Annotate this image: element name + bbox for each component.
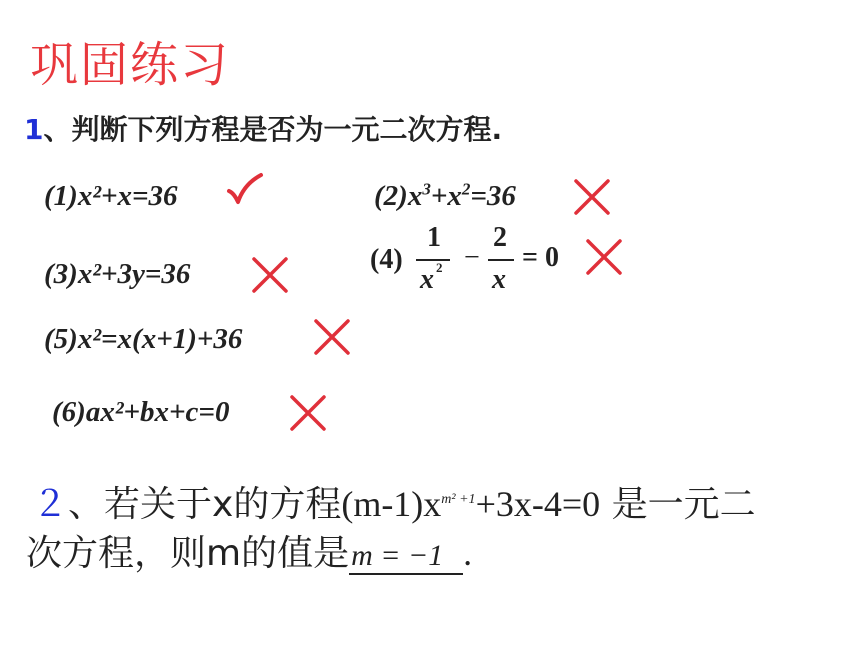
question-2 <box>26 480 756 578</box>
equation-3: (3)x²+3y=36 <box>44 258 191 290</box>
check-icon <box>226 172 264 206</box>
question-1-text: 、判断下列方程是否为一元二次方程. <box>43 113 503 146</box>
equation-6: (6)ax²+bx+c=0 <box>52 396 230 428</box>
equation-5: (5)x²=x(x+1)+36 <box>44 323 243 355</box>
question-2-line-1: ２、若关于x的方程$(m-1)x^{m^2 +1}+3x-4=0$ 是一元二 <box>32 484 756 525</box>
page-title: 巩固练习 <box>30 37 231 93</box>
equation-1: (1)x²+x=36 <box>44 180 178 212</box>
question-2-number: ２ <box>32 484 69 525</box>
question-1 <box>24 108 502 148</box>
equation-2: $(2)x^3+x^2=36$ <box>374 179 516 212</box>
cross-icon <box>288 394 328 432</box>
question-1-number: 1 <box>24 113 44 146</box>
cross-icon <box>584 238 624 276</box>
cross-icon <box>312 318 352 356</box>
question-2-line-2: 次方程，则m的值是m = −1 . <box>26 533 473 574</box>
equation-4: (4) 1 x 2 − 2 x = 0 <box>370 222 559 295</box>
answer-blank: m = −1 <box>349 539 463 575</box>
cross-icon <box>572 178 612 216</box>
cross-icon <box>250 256 290 294</box>
